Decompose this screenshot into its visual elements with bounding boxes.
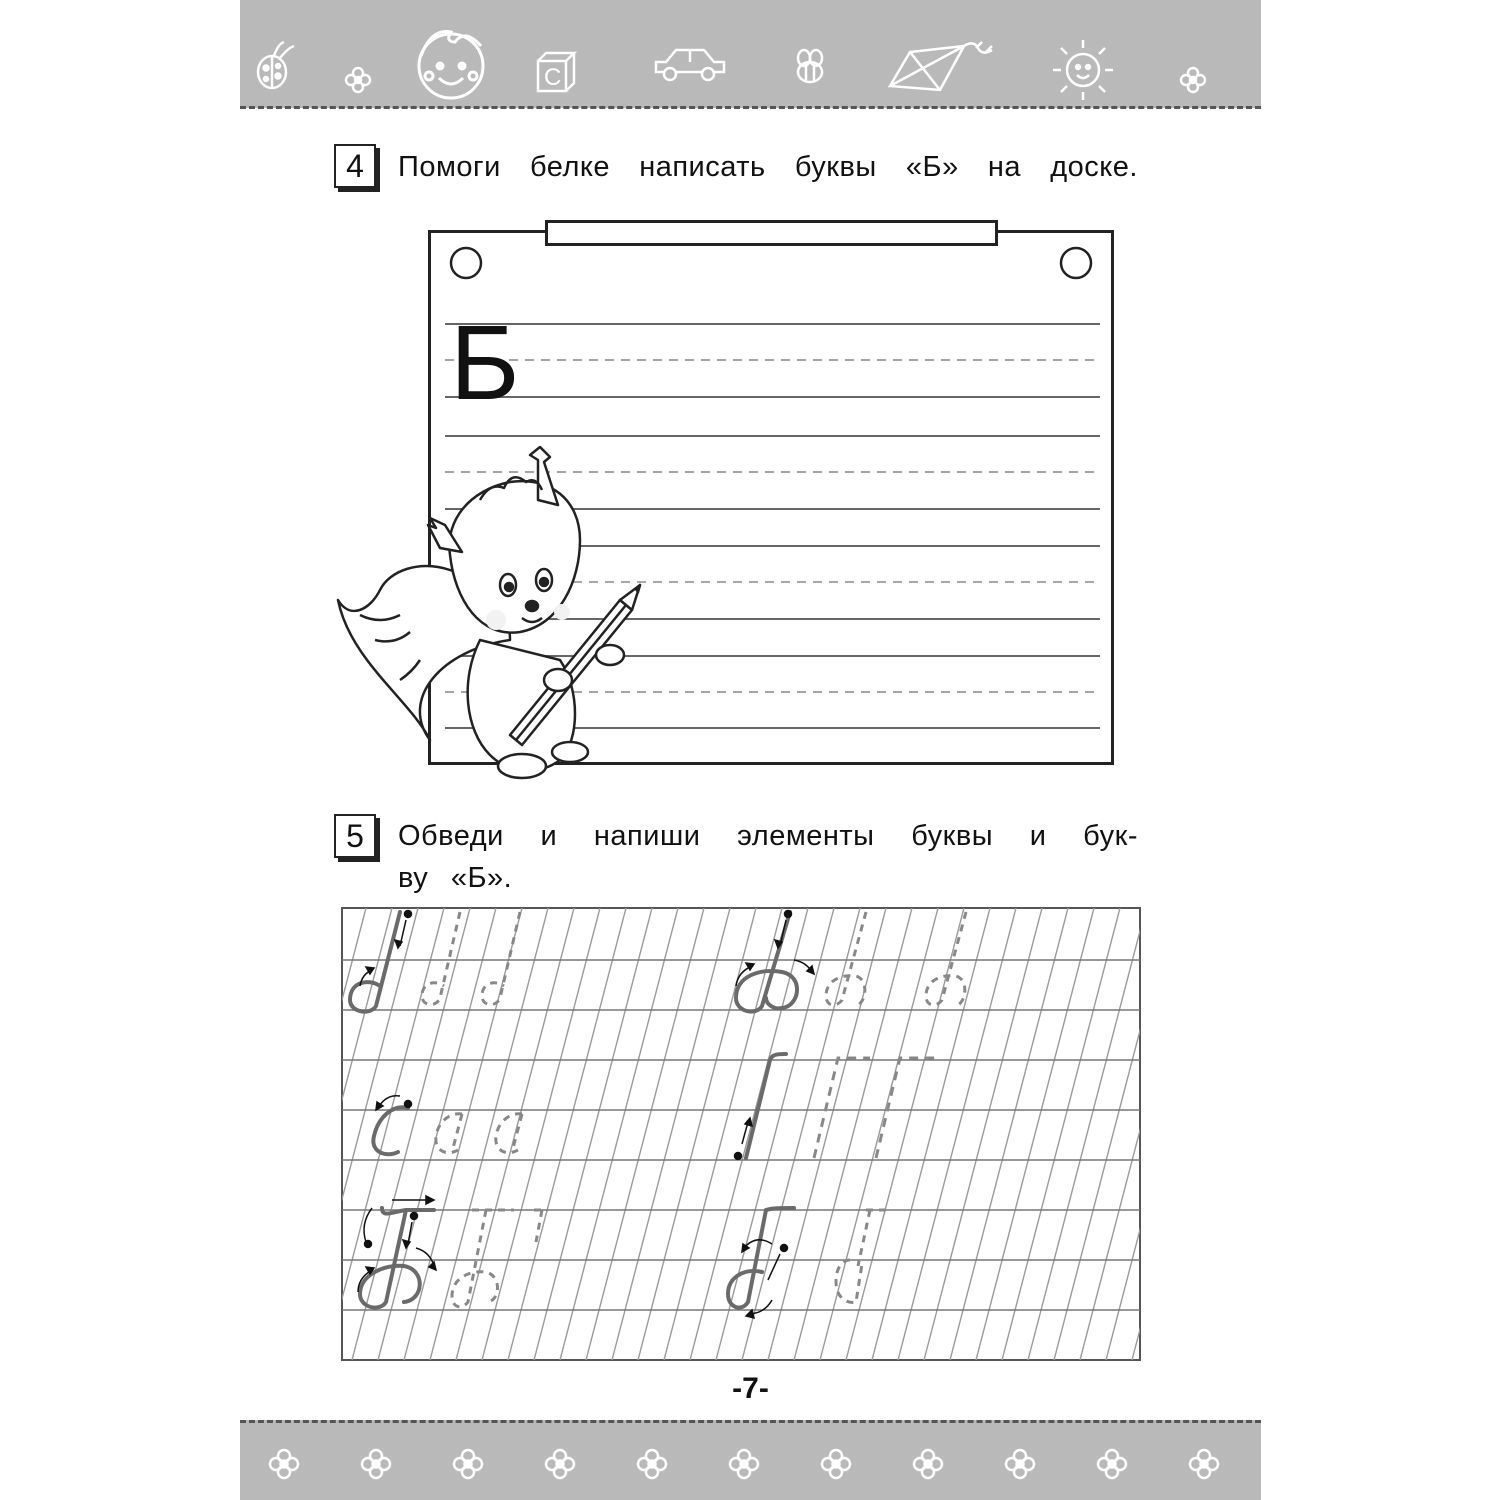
flower-icon [914, 1450, 942, 1478]
flower-icon [454, 1450, 482, 1478]
flower-icon [730, 1450, 758, 1478]
page-number: -7- [732, 1372, 769, 1405]
flower-icon [362, 1450, 390, 1478]
flower-icon [822, 1450, 850, 1478]
squirrel-illustration [240, 0, 1261, 800]
board-sample-letter: Б [450, 304, 520, 422]
task-5-number: 5 [334, 814, 376, 858]
task-5-instruction-line-1: Обведи и напиши элементы буквы и бук- [398, 820, 1138, 852]
workbook-page [240, 0, 1261, 1500]
flower-icon [546, 1450, 574, 1478]
flower-icon [1190, 1450, 1218, 1478]
cursive-practice-grid [342, 908, 1140, 1360]
task-4-instruction: Помоги белке написать буквы «Б» на доске. [398, 151, 1138, 183]
footer-flowers [240, 1420, 1261, 1500]
flower-icon [270, 1450, 298, 1478]
task-4-number: 4 [334, 144, 376, 188]
task-5-instruction-line-2: ву «Б». [398, 862, 513, 894]
flower-icon [638, 1450, 666, 1478]
flower-icon [1006, 1450, 1034, 1478]
svg-text:C: C [544, 64, 562, 91]
flower-icon [1098, 1450, 1126, 1478]
